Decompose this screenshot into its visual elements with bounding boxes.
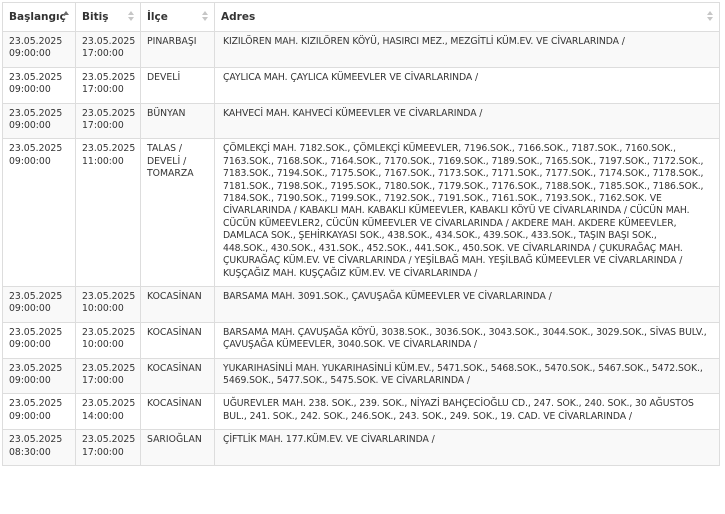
district-name: SARIOĞLAN	[147, 434, 202, 446]
address-line: 7183.SOK., 7194.SOK., 7175.SOK., 7167.SOK., 7173.SOK., 7171.SOK., 7177.SOK., 7174.SOK., 7178.SOK.,	[223, 168, 704, 180]
district-name: DEVELİ /	[147, 155, 187, 167]
end-cell	[76, 32, 141, 68]
address-line: CİVARLARINDA / KABAKLI MAH. KABAKLI KÜMEEVLER, KABAKLI KÖYÜ VE CİVARLARINDA / CÜCÜN MAH.	[223, 205, 690, 217]
address-line: YUKARIHASİNLİ MAH. YUKARIHASİNLİ KÜM.EV., 5471.SOK., 5468.SOK., 5470.SOK., 5467.SOK., 5472.SOK.,	[223, 362, 703, 374]
table-row	[3, 358, 720, 394]
address-cell	[215, 67, 720, 103]
start-cell	[3, 139, 76, 286]
district-name: PINARBAŞI	[147, 36, 197, 47]
address-line: KIZILÖREN MAH. KIZILÖREN KÖYÜ, HASIRCI MEZ., MEZGİTLİ KÜM.EV. VE CİVARLARINDA /	[223, 36, 625, 47]
column-header-end-label: Bitiş	[82, 11, 109, 23]
district-name: KOCASİNAN	[147, 362, 202, 374]
start-cell	[3, 358, 76, 394]
column-header-end[interactable]	[76, 3, 141, 32]
table-row	[3, 430, 720, 466]
column-header-district-label: İlçe	[147, 11, 168, 23]
end-date: 23.05.2025	[82, 326, 136, 338]
end-time: 14:00:00	[82, 410, 124, 422]
table-row	[3, 67, 720, 103]
table-row	[3, 139, 720, 286]
table-body	[3, 32, 720, 466]
start-date: 23.05.2025	[9, 326, 63, 338]
address-cell	[215, 103, 720, 139]
address-cell	[215, 322, 720, 358]
start-cell	[3, 394, 76, 430]
district-cell	[141, 67, 215, 103]
start-date: 23.05.2025	[9, 143, 63, 155]
address-line: ÇÖMLEKÇİ MAH. 7182.SOK., ÇÖMLEKÇİ KÜMEEVLER, 7196.SOK., 7166.SOK., 7187.SOK., 7160.SOK.,	[223, 143, 676, 155]
end-cell	[76, 103, 141, 139]
start-time: 09:00:00	[9, 155, 51, 167]
start-time: 09:00:00	[9, 303, 51, 315]
start-date: 23.05.2025	[9, 71, 63, 83]
address-line: DAMLACA SOK., ŞEHİRKAYASI SOK., 438.SOK., 434.SOK., 439.SOK., 433.SOK., TAŞIN BAŞI SOK.,	[223, 230, 657, 242]
column-header-address[interactable]	[215, 3, 720, 32]
outage-table	[2, 2, 720, 466]
end-time: 10:00:00	[82, 339, 124, 351]
end-time: 11:00:00	[82, 155, 124, 167]
district-cell	[141, 32, 215, 68]
start-time: 08:30:00	[9, 446, 51, 458]
sort-icon	[128, 11, 136, 23]
address-line: CÜCÜN KÜMEEVLER2, CÜCÜN KÜMEEVLER VE CİVARLARINDA / AKDERE MAH. AKDERE KÜMEEVLER,	[223, 217, 677, 229]
start-date: 23.05.2025	[9, 398, 63, 410]
start-date: 23.05.2025	[9, 36, 63, 47]
address-line: 7181.SOK., 7198.SOK., 7195.SOK., 7180.SOK., 7179.SOK., 7176.SOK., 7188.SOK., 7185.SOK., 7186.SOK.,	[223, 180, 704, 192]
column-header-district[interactable]	[141, 3, 215, 32]
address-cell	[215, 286, 720, 322]
start-time: 09:00:00	[9, 374, 51, 386]
end-cell	[76, 322, 141, 358]
district-cell	[141, 286, 215, 322]
address-cell	[215, 394, 720, 430]
address-line: 5469.SOK., 5477.SOK., 5475.SOK. VE CİVARLARINDA /	[223, 374, 470, 386]
start-cell	[3, 103, 76, 139]
table-row	[3, 322, 720, 358]
end-time: 17:00:00	[82, 374, 124, 386]
end-cell	[76, 430, 141, 466]
address-line: 448.SOK., 430.SOK., 431.SOK., 452.SOK., 441.SOK., 450.SOK. VE CİVARLARINDA / ÇUKURAĞAÇ MAH.	[223, 242, 683, 254]
table-header-row	[3, 3, 720, 32]
table-row	[3, 103, 720, 139]
address-cell	[215, 139, 720, 286]
address-cell	[215, 32, 720, 68]
column-header-start[interactable]	[3, 3, 76, 32]
district-name: DEVELİ	[147, 71, 181, 83]
table-row	[3, 286, 720, 322]
start-date: 23.05.2025	[9, 362, 63, 374]
end-date: 23.05.2025	[82, 362, 136, 374]
district-cell	[141, 358, 215, 394]
column-header-start-label: Başlangıç	[9, 11, 66, 23]
start-time: 09:00:00	[9, 410, 51, 422]
district-name: TOMARZA	[147, 168, 194, 180]
end-date: 23.05.2025	[82, 290, 136, 302]
address-cell	[215, 358, 720, 394]
end-date: 23.05.2025	[82, 36, 136, 47]
end-date: 23.05.2025	[82, 143, 136, 155]
start-cell	[3, 32, 76, 68]
address-line: BARSAMA MAH. ÇAVUŞAĞA KÖYÜ, 3038.SOK., 3036.SOK., 3043.SOK., 3044.SOK., 3029.SOK., SİVAS BULV.,	[223, 326, 707, 338]
end-time: 17:00:00	[82, 84, 124, 96]
table-row	[3, 394, 720, 430]
address-line: ÇİFTLİK MAH. 177.KÜM.EV. VE CİVARLARINDA /	[223, 434, 435, 446]
address-line: ÇAVUŞAĞA KÜMEEVLER, 3040.SOK. VE CİVARLARINDA /	[223, 339, 477, 351]
district-cell	[141, 394, 215, 430]
address-line: ÇUKURAĞAÇ KÜM.EV. VE CİVARLARINDA / YEŞİLBAĞ MAH. YEŞİLBAĞ KÜMEEVLER VE CİVARLARINDA /	[223, 255, 683, 267]
end-date: 23.05.2025	[82, 398, 136, 410]
end-date: 23.05.2025	[82, 434, 136, 446]
sort-icon	[707, 11, 715, 23]
start-time: 09:00:00	[9, 84, 51, 96]
end-cell	[76, 358, 141, 394]
address-line: 7163.SOK., 7168.SOK., 7164.SOK., 7170.SOK., 7169.SOK., 7189.SOK., 7165.SOK., 7197.SOK., 7172.SOK.,	[223, 155, 704, 167]
start-cell	[3, 430, 76, 466]
district-cell	[141, 139, 215, 286]
district-name: TALAS /	[147, 143, 183, 155]
start-date: 23.05.2025	[9, 434, 63, 446]
end-time: 17:00:00	[82, 446, 124, 458]
district-name: KOCASİNAN	[147, 326, 202, 338]
start-date: 23.05.2025	[9, 107, 63, 119]
district-name: BÜNYAN	[147, 107, 186, 119]
start-cell	[3, 322, 76, 358]
end-cell	[76, 394, 141, 430]
end-time: 10:00:00	[82, 303, 124, 315]
end-cell	[76, 139, 141, 286]
end-cell	[76, 67, 141, 103]
start-time: 09:00:00	[9, 339, 51, 351]
district-cell	[141, 322, 215, 358]
sort-ascending-icon	[63, 11, 71, 23]
start-cell	[3, 67, 76, 103]
end-cell	[76, 286, 141, 322]
address-line: KUŞÇAĞIZ MAH. KUŞÇAĞIZ KÜM.EV. VE CİVARLARINDA /	[223, 267, 478, 279]
address-line: ÇAYLICA MAH. ÇAYLICA KÜMEEVLER VE CİVARLARINDA /	[223, 71, 478, 83]
address-line: 7184.SOK., 7190.SOK., 7199.SOK., 7192.SOK., 7191.SOK., 7161.SOK., 7193.SOK., 7162.SOK. VE	[223, 193, 662, 205]
address-line: UĞUREVLER MAH. 238. SOK., 239. SOK., NİYAZİ BAHÇECİOĞLU CD., 247. SOK., 240. SOK., 30 AĞUSTOS	[223, 398, 694, 410]
column-header-address-label: Adres	[221, 11, 256, 23]
end-date: 23.05.2025	[82, 71, 136, 83]
start-cell	[3, 286, 76, 322]
table-row	[3, 32, 720, 68]
address-line: BUL., 241. SOK., 242. SOK., 246.SOK., 243. SOK., 249. SOK., 19. CAD. VE CİVARLARINDA /	[223, 410, 632, 422]
end-time: 17:00:00	[82, 120, 124, 132]
district-name: KOCASİNAN	[147, 290, 202, 302]
address-line: KAHVECİ MAH. KAHVECİ KÜMEEVLER VE CİVARLARINDA /	[223, 107, 483, 119]
address-line: BARSAMA MAH. 3091.SOK., ÇAVUŞAĞA KÜMEEVLER VE CİVARLARINDA /	[223, 290, 552, 302]
address-cell	[215, 430, 720, 466]
end-time: 17:00:00	[82, 48, 124, 60]
start-time: 09:00:00	[9, 48, 51, 60]
district-name: KOCASİNAN	[147, 398, 202, 410]
district-cell	[141, 103, 215, 139]
start-time: 09:00:00	[9, 120, 51, 132]
district-cell	[141, 430, 215, 466]
sort-icon	[202, 11, 210, 23]
start-date: 23.05.2025	[9, 290, 63, 302]
end-date: 23.05.2025	[82, 107, 136, 119]
